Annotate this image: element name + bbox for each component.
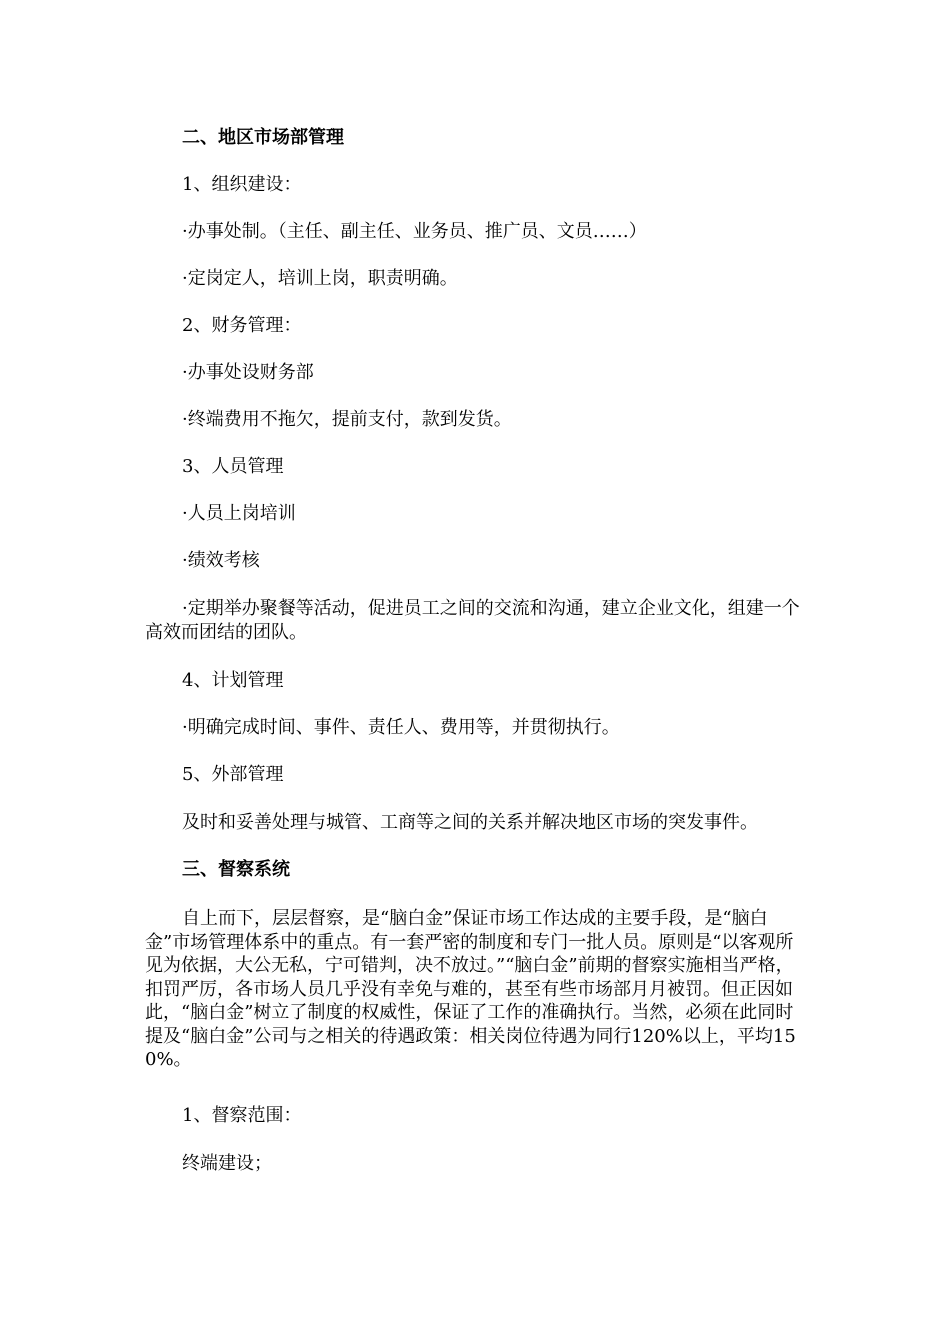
paragraph-external-relations: 及时和妥善处理与城管、工商等之间的关系并解决地区市场的突发事件。 <box>182 812 758 833</box>
list-item-terminal-fees: ·终端费用不拖欠，提前支付，款到发货。 <box>182 409 512 430</box>
list-item-finance-dept: ·办事处设财务部 <box>182 362 314 383</box>
list-item-office-system: ·办事处制。（主任、副主任、业务员、推广员、文员……） <box>182 221 647 242</box>
section-heading-inspection: 三、督察系统 <box>182 859 290 880</box>
list-item-terminal-construction: 终端建设； <box>182 1153 272 1174</box>
subheading-organization: 1、组织建设： <box>182 174 302 195</box>
subheading-finance: 2、财务管理： <box>182 315 302 336</box>
list-item-plan-execution: ·明确完成时间、事件、责任人、费用等，并贯彻执行。 <box>182 717 620 738</box>
subheading-external: 5、外部管理 <box>182 764 284 785</box>
subheading-planning: 4、计划管理 <box>182 670 284 691</box>
subheading-inspection-scope: 1、督察范围： <box>182 1105 302 1126</box>
section-heading-regional-market: 二、地区市场部管理 <box>182 127 344 148</box>
paragraph-inspection-intro: 自上而下，层层督察，是“脑白金”保证市场工作达成的主要手段，是“脑白金”市场管理体系中的重点。有一套严密的制度和专门一批人员。原则是“以客观所见为依据，大公无私，宁可错判，决不放过。”“脑白金”前期的督察实施相当严格，扣罚严厉，各市场人员几乎没有幸免与难的，甚至有些市场部月月被罚。但正因如此，“脑白金”树立了制度的权威性，保证了工作的准确执行。当然，必须在此同时提及“脑白金”公司与之相关的待遇政策：相关岗位待遇为同行120%以上，平均150%。 <box>145 908 796 1070</box>
list-item-performance: ·绩效考核 <box>182 550 260 571</box>
list-item-post-assignment: ·定岗定人，培训上岗，职责明确。 <box>182 268 458 289</box>
subheading-staff: 3、人员管理 <box>182 456 284 477</box>
list-item-staff-training: ·人员上岗培训 <box>182 503 296 524</box>
list-item-team-activities: ·定期举办聚餐等活动，促进员工之间的交流和沟通，建立企业文化，组建一个高效而团结的团队。 <box>145 598 800 643</box>
